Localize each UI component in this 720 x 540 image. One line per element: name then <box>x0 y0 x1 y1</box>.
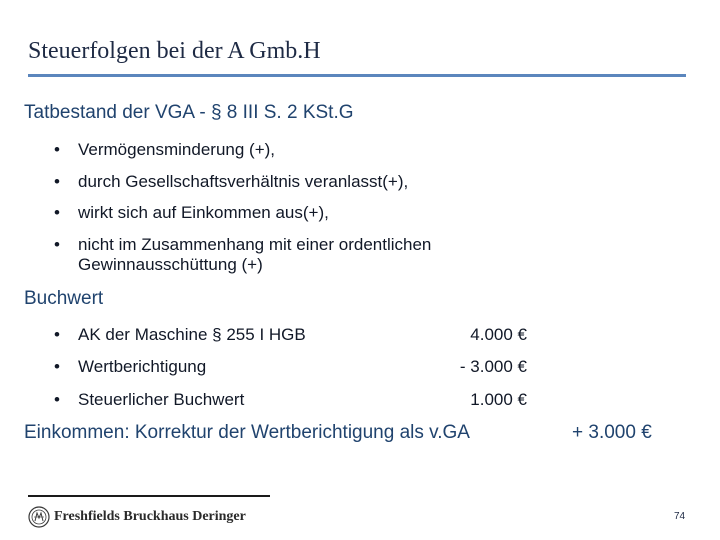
summary-value: + 3.000 € <box>572 422 652 443</box>
list-item <box>54 203 518 223</box>
list-item-text: nicht im Zusammenhang mit einer ordentlichen Gewinnausschüttung (+) <box>78 235 432 274</box>
list-item <box>54 172 518 192</box>
bullet-icon: • <box>54 140 60 159</box>
company-logo <box>28 506 246 528</box>
list-item <box>54 235 508 275</box>
section-heading-buchwert: Buchwert <box>24 288 104 309</box>
title-divider <box>28 74 686 77</box>
list-item <box>54 357 438 377</box>
list-item-text: Steuerlicher Buchwert <box>78 390 245 409</box>
list-item-text: Vermögensminderung (+), <box>78 140 276 159</box>
page-number: 74 <box>674 511 686 522</box>
footer-divider <box>28 495 270 497</box>
bullet-icon: • <box>54 390 60 409</box>
bullet-icon: • <box>54 357 60 376</box>
section-heading-vga: Tatbestand der VGA - § 8 III S. 2 KSt.G <box>24 102 354 123</box>
list-item-text: wirkt sich auf Einkommen aus(+), <box>78 203 329 222</box>
list-item <box>54 140 518 160</box>
bullet-icon: • <box>54 172 60 191</box>
list-item-text: Wertberichtigung <box>78 357 207 376</box>
amount-value: - 3.000 € <box>459 357 527 376</box>
amount-value: 4.000 € <box>470 325 527 344</box>
bullet-icon: • <box>54 235 60 254</box>
bullet-icon: • <box>54 203 60 222</box>
bullet-icon: • <box>54 325 60 344</box>
amount-value: 1.000 € <box>470 390 527 409</box>
slide-title: Steuerfolgen bei der A Gmb.H <box>28 38 321 64</box>
logo-text: Freshfields Bruckhaus Deringer <box>54 509 246 524</box>
logo-seal-icon <box>28 506 50 528</box>
list-item <box>54 390 438 410</box>
summary-label: Einkommen: Korrektur der Wertberichtigung als v.GA <box>24 422 470 443</box>
list-item-text: AK der Maschine § 255 I HGB <box>78 325 306 344</box>
list-item-text: durch Gesellschaftsverhältnis veranlasst(+), <box>78 172 409 191</box>
list-item <box>54 325 438 345</box>
